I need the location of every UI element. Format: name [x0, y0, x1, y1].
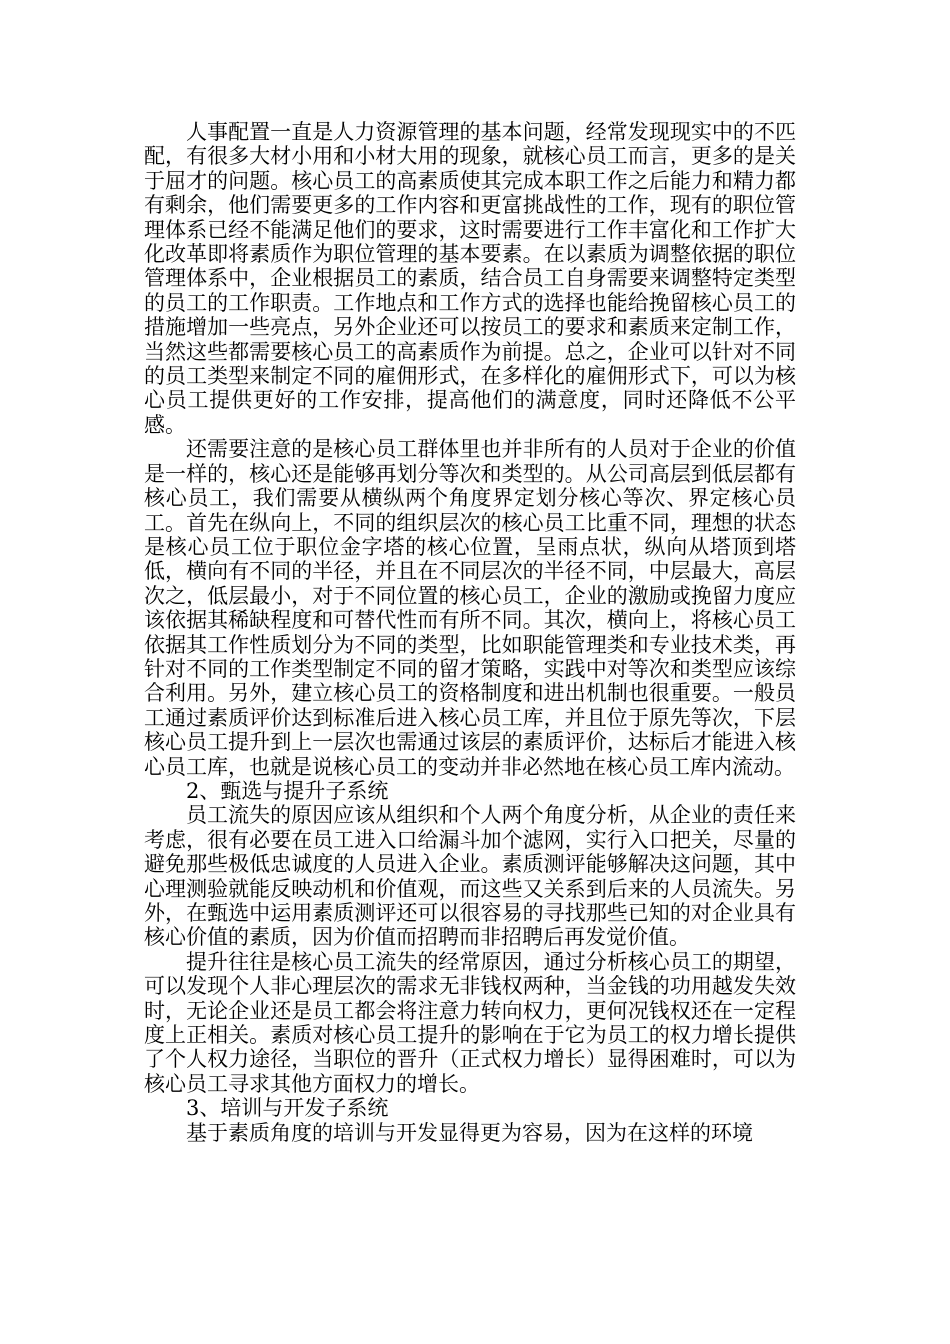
section-heading: 2、甄选与提升子系统 — [186, 778, 389, 803]
document-body — [144, 120, 796, 1145]
body-paragraph: 员工流失的原因应该从组织和个人两个角度分析，从企业的责任来考虑，很有必要在员工进入口给漏斗加个滤网，实行入口把关，尽量的避免那些极低忠诚度的人员进入企业。素质测评能够解决这问题，其中心理测验就能反映动机和价值观，而这些又关系到后来的人员流失。另外，在甄选中运用素质测评还可以很容易的寻找那些已知的对企业具有核心价值的素质，因为价值而招聘而非招聘后再发觉价值。 — [144, 803, 796, 950]
body-paragraph: 提升往往是核心员工流失的经常原因，通过分析核心员工的期望，可以发现个人非心理层次的需求无非钱权两种，当金钱的功用越发失效时，无论企业还是员工都会将注意力转向权力，更何况钱权还在一定程度上正相关。素质对核心员工提升的影响在于它为员工的权力增长提供了个人权力途径，当职位的晋升（正式权力增长）显得困难时，可以为核心员工寻求其他方面权力的增长。 — [144, 949, 796, 1096]
body-paragraph: 人事配置一直是人力资源管理的基本问题，经常发现现实中的不匹配，有很多大材小用和小材大用的现象，就核心员工而言，更多的是关于屈才的问题。核心员工的高素质使其完成本职工作之后能力和精力都有剩余，他们需要更多的工作内容和更富挑战性的工作，现有的职位管理体系已经不能满足他们的要求，这时需要进行工作丰富化和工作扩大化改革即将素质作为职位管理的基本要素。在以素质为调整依据的职位管理体系中，企业根据员工的素质，结合员工自身需要来调整特定类型的员工的工作职责。工作地点和工作方式的选择也能给挽留核心员工的措施增加一些亮点，另外企业还可以按员工的要求和素质来定制工作，当然这些都需要核心员工的高素质作为前提。总之，企业可以针对不同的员工类型来制定不同的雇佣形式，在多样化的雇佣形式下，可以为核心员工提供更好的工作安排，提高他们的满意度，同时还降低不公平感。 — [144, 120, 796, 437]
section-heading: 3、培训与开发子系统 — [186, 1096, 389, 1121]
body-paragraph: 基于素质角度的培训与开发显得更为容易，因为在这样的环境 — [186, 1120, 753, 1145]
body-paragraph: 还需要注意的是核心员工群体里也并非所有的人员对于企业的价值是一样的，核心还是能够再划分等次和类型的。从公司高层到低层都有核心员工，我们需要从横纵两个角度界定划分核心等次、界定核心员工。首先在纵向上，不同的组织层次的核心员工比重不同，理想的状态是核心员工位于职位金字塔的核心位置，呈雨点状，纵向从塔顶到塔低，横向有不同的半径，并且在不同层次的半径不同，中层最大，高层次之，低层最小，对于不同位置的核心员工，企业的激励或挽留力度应该依据其稀缺程度和可替代性而有所不同。其次，横向上，将核心员工依据其工作性质划分为不同的类型，比如职能管理类和专业技术类，再针对不同的工作类型制定不同的留才策略，实践中对等次和类型应该综合利用。另外，建立核心员工的资格制度和进出机制也很重要。一般员工通过素质评价达到标准后进入核心员工库，并且位于原先等次，下层核心员工提升到上一层次也需通过该层的素质评价，达标后才能进入核心员工库，也就是说核心员工的变动并非必然地在核心员工库内流动。 — [144, 437, 796, 779]
